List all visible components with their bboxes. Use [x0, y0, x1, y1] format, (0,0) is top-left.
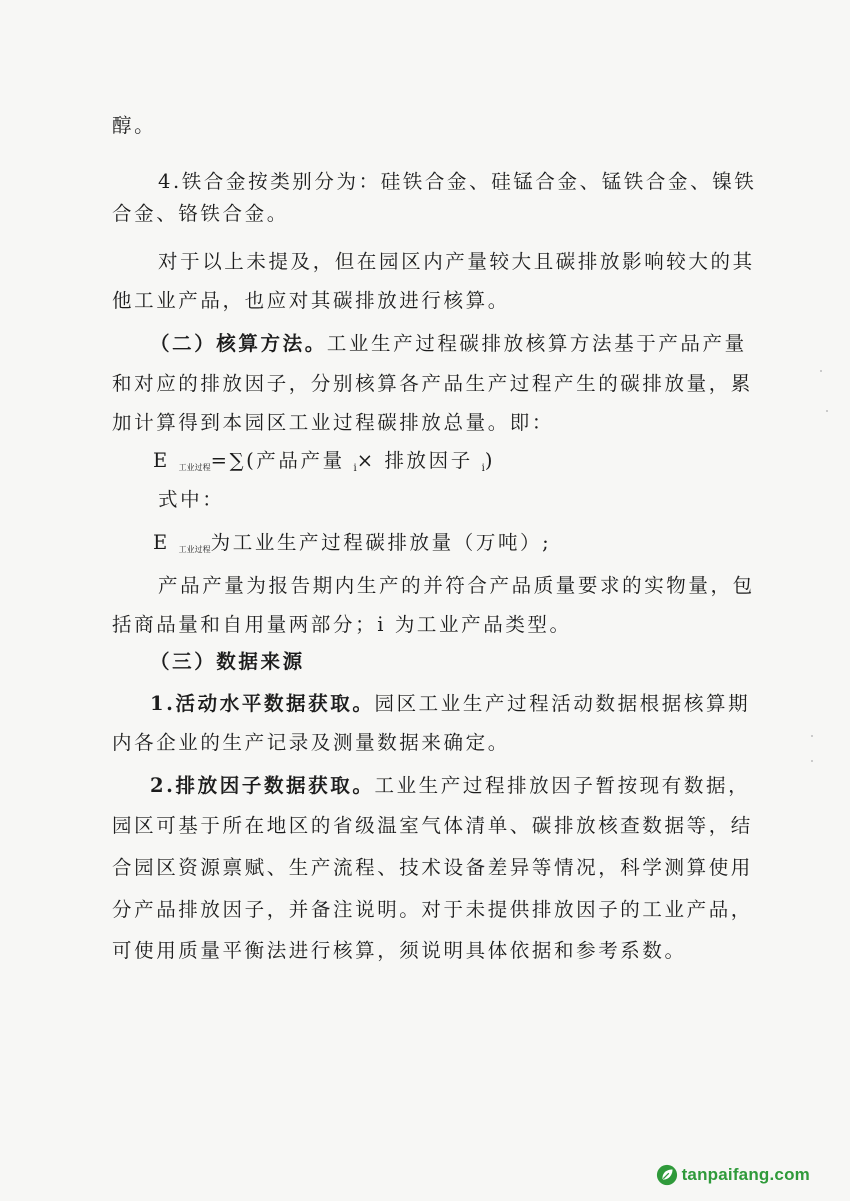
subscript-text: 工业过程: [178, 463, 211, 472]
text-segment: 4.铁合金按类别分为：硅铁合金、硅锰合金、锰铁合金、镍铁: [158, 170, 757, 193]
formula-definition-line: [153, 531, 551, 562]
text-line-2: [158, 170, 756, 194]
formula-line: [153, 449, 495, 481]
text-segment: 合金、铬铁合金。: [112, 202, 289, 225]
text-line-13: [112, 613, 572, 637]
text-segment: 为工业生产过程碳排放量（万吨）;: [210, 531, 552, 554]
text-segment: 工业生产过程排放因子暂按现有数据，: [374, 774, 751, 797]
section-heading-3: [150, 650, 305, 674]
text-segment: =∑(产品产量: [210, 449, 354, 472]
text-line-16: [112, 731, 510, 755]
text-line-19: [112, 856, 753, 880]
text-segment: 合园区资源禀赋、生产流程、技术设备差异等情况，科学测算使用: [112, 856, 753, 879]
text-line-4: [158, 250, 755, 274]
text-segment: 工业生产过程碳排放核算方法基于产品产量: [326, 332, 747, 355]
text-segment: ): [484, 449, 496, 472]
bold-text: （二）核算方法。: [150, 332, 327, 355]
scan-speck: [826, 410, 828, 412]
text-line-17: [150, 774, 750, 798]
text-line-12: [158, 574, 755, 598]
text-segment: 括商品量和自用量两部分；i 为工业产品类型。: [112, 613, 572, 636]
text-segment: 产品产量为报告期内生产的并符合产品质量要求的实物量，包: [158, 574, 755, 597]
text-segment: 园区工业生产过程活动数据根据核算期: [374, 692, 751, 715]
scan-speck: [820, 370, 822, 372]
text-segment: 和对应的排放因子，分别核算各产品生产过程产生的碳排放量，累: [112, 372, 753, 395]
leaf-logo-icon: [656, 1164, 678, 1186]
text-line-10: [158, 488, 224, 512]
subscript-text: 工业过程: [178, 545, 211, 554]
watermark-text: tanpaifang.com: [681, 1165, 810, 1184]
text-segment: × 排放因子: [356, 449, 482, 472]
text-segment: 式中：: [158, 488, 225, 511]
text-segment: 醇。: [112, 114, 157, 137]
text-line-18: [112, 814, 753, 838]
bold-text: 2.排放因子数据获取。: [150, 774, 375, 797]
text-line-20: [112, 898, 753, 922]
text-line-21: [112, 939, 687, 963]
watermark: [656, 1163, 810, 1187]
text-line-8: [112, 411, 554, 435]
text-segment: 对于以上未提及，但在园区内产量较大且碳排放影响较大的其: [158, 250, 755, 273]
text-line-15: [150, 692, 750, 716]
text-line-6: [150, 332, 747, 356]
text-segment: 加计算得到本园区工业过程碳排放总量。即：: [112, 411, 555, 434]
subscript-text: i: [481, 463, 485, 474]
text-line-7: [112, 372, 753, 396]
text-line-3: [112, 202, 289, 226]
bold-text: （三）数据来源: [150, 650, 305, 673]
subscript-text: i: [353, 463, 357, 474]
text-segment: 园区可基于所在地区的省级温室气体清单、碳排放核查数据等，结: [112, 814, 753, 837]
text-segment: E: [153, 531, 179, 554]
scan-speck: [811, 735, 813, 737]
text-line-5: [112, 289, 510, 313]
text-line-1: [112, 114, 156, 138]
text-segment: 可使用质量平衡法进行核算，须说明具体依据和参考系数。: [112, 939, 687, 962]
text-segment: 分产品排放因子，并备注说明。对于未提供排放因子的工业产品，: [112, 898, 753, 921]
bold-text: 1.活动水平数据获取。: [150, 692, 375, 715]
text-segment: E: [153, 449, 179, 472]
text-segment: 他工业产品，也应对其碳排放进行核算。: [112, 289, 510, 312]
text-segment: 内各企业的生产记录及测量数据来确定。: [112, 731, 510, 754]
scan-speck: [811, 760, 813, 762]
